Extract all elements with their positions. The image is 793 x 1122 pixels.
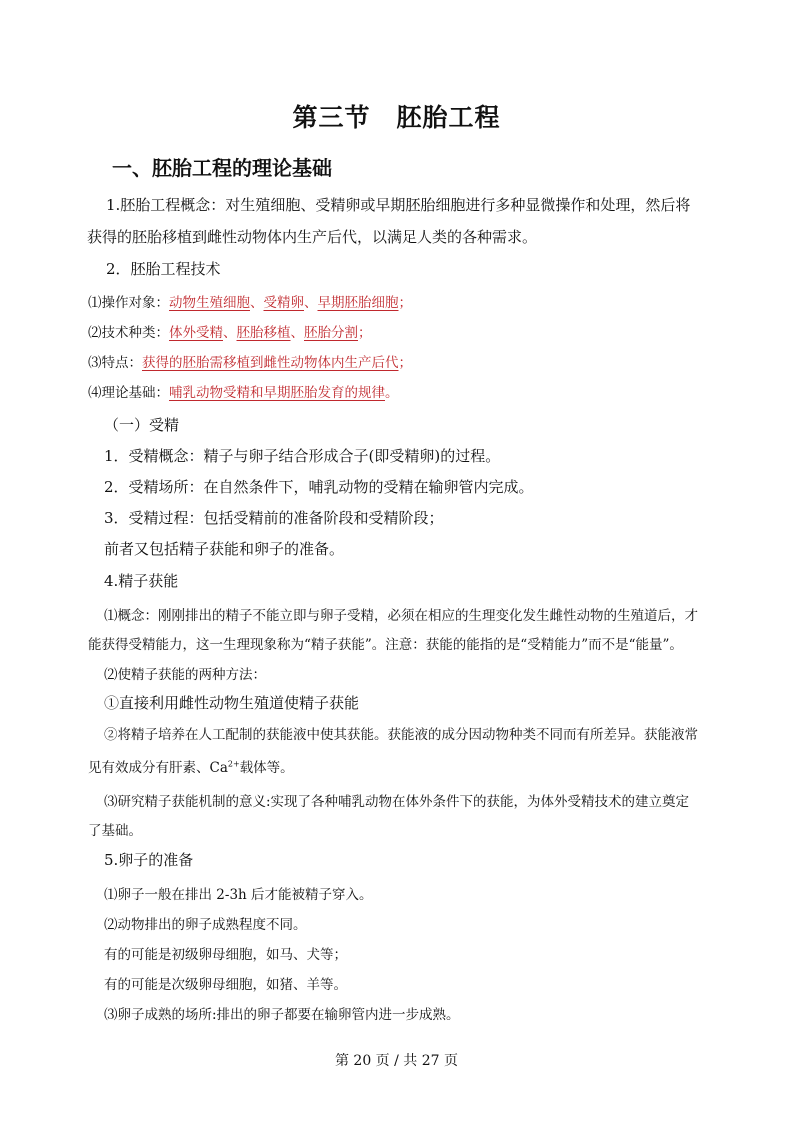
paragraph-line: 2．受精场所：在自然条件下，哺乳动物的受精在输卵管内完成。	[104, 478, 534, 496]
paragraph-line: ⑶卵子成熟的场所:排出的卵子都要在输卵管内进一步成熟。	[104, 1007, 460, 1023]
subsection-heading: 4.精子获能	[104, 572, 179, 590]
paragraph-line: ⑴卵子一般在排出 2-3h 后才能被精子穿入。	[104, 887, 373, 903]
paragraph-line: ②将精子培养在人工配制的获能液中使其获能。获能液的成分因动物种类不同而有所差异。获能液常	[104, 727, 698, 743]
separator: ；	[358, 325, 372, 341]
highlight-term: 胚胎移植	[236, 325, 291, 341]
highlight-term: 早期胚胎细胞	[317, 295, 399, 311]
list-item	[88, 381, 399, 401]
highlight-term: 动物生殖细胞	[169, 295, 250, 311]
separator: 、	[290, 325, 304, 341]
highlight-term: 哺乳动物受精和早期胚胎发育的规律	[169, 385, 385, 401]
item-label: ⑶特点：	[88, 355, 142, 371]
paragraph-line: ⑶研究精子获能机制的意义:实现了各种哺乳动物在体外条件下的获能，为体外受精技术的建立奠定	[104, 794, 690, 810]
paragraph-line: 有的可能是初级卵母细胞，如马、犬等；	[104, 947, 347, 963]
section-heading: 一、胚胎工程的理论基础	[112, 156, 332, 180]
item-label: ⑷理论基础：	[88, 385, 169, 401]
text-run: 见有效成分有肝素、Ca	[88, 760, 228, 776]
separator: ；	[398, 295, 412, 311]
list-item	[88, 291, 412, 311]
text-run: 载体等。	[239, 760, 294, 776]
separator: 、	[250, 295, 264, 311]
list-item	[88, 321, 372, 341]
item-label: ⑴操作对象：	[88, 295, 169, 311]
paragraph-line	[88, 756, 294, 776]
paragraph-line: ⑴概念：刚刚排出的精子不能立即与卵子受精，必须在相应的生理变化发生雌性动物的生殖道后，才	[104, 608, 698, 624]
paragraph-line: 1.胚胎工程概念：对生殖细胞、受精卵或早期胚胎细胞进行多种显微操作和处理，然后将	[106, 196, 691, 214]
paragraph-line: ⑵使精子获能的两种方法：	[104, 667, 266, 683]
separator: 。	[385, 385, 399, 401]
page-title: 第三节 胚胎工程	[292, 103, 501, 132]
separator: ；	[398, 355, 412, 371]
highlight-term: 受精卵	[263, 295, 304, 311]
highlight-term: 胚胎分割	[304, 325, 358, 341]
paragraph-line: 了基础。	[88, 823, 142, 839]
subsection-heading: 2．胚胎工程技术	[106, 260, 221, 278]
paragraph-line: ⑵动物排出的卵子成熟程度不同。	[104, 917, 307, 933]
item-label: ⑵技术种类：	[88, 325, 169, 341]
paragraph-line: 获得的胚胎移植到雌性动物体内生产后代，以满足人类的各种需求。	[87, 228, 538, 246]
paragraph-line: 能获得受精能力，这一生理现象称为“精子获能”。注意：获能的能指的是“受精能力”而不是“能量”。	[88, 637, 683, 653]
subsection-heading: （一）受精	[104, 416, 180, 434]
paragraph-line: 3．受精过程：包括受精前的准备阶段和受精阶段；	[104, 509, 444, 527]
separator: 、	[223, 325, 237, 341]
separator: 、	[304, 295, 318, 311]
paragraph-line: ①直接利用雌性动物生殖道使精子获能	[104, 694, 360, 712]
subsection-heading: 5.卵子的准备	[104, 851, 194, 869]
highlight-term: 获得的胚胎需移植到雌性动物体内生产后代	[142, 355, 399, 371]
highlight-term: 体外受精	[169, 325, 223, 341]
paragraph-line: 前者又包括精子获能和卵子的准备。	[104, 540, 345, 558]
paragraph-line: 1．受精概念：精子与卵子结合形成合子(即受精卵)的过程。	[104, 447, 501, 465]
list-item	[88, 351, 412, 371]
superscript: 2+	[227, 759, 240, 769]
page-footer: 第 20 页 / 共 27 页	[334, 1053, 459, 1069]
paragraph-line: 有的可能是次级卵母细胞，如猪、羊等。	[104, 977, 347, 993]
